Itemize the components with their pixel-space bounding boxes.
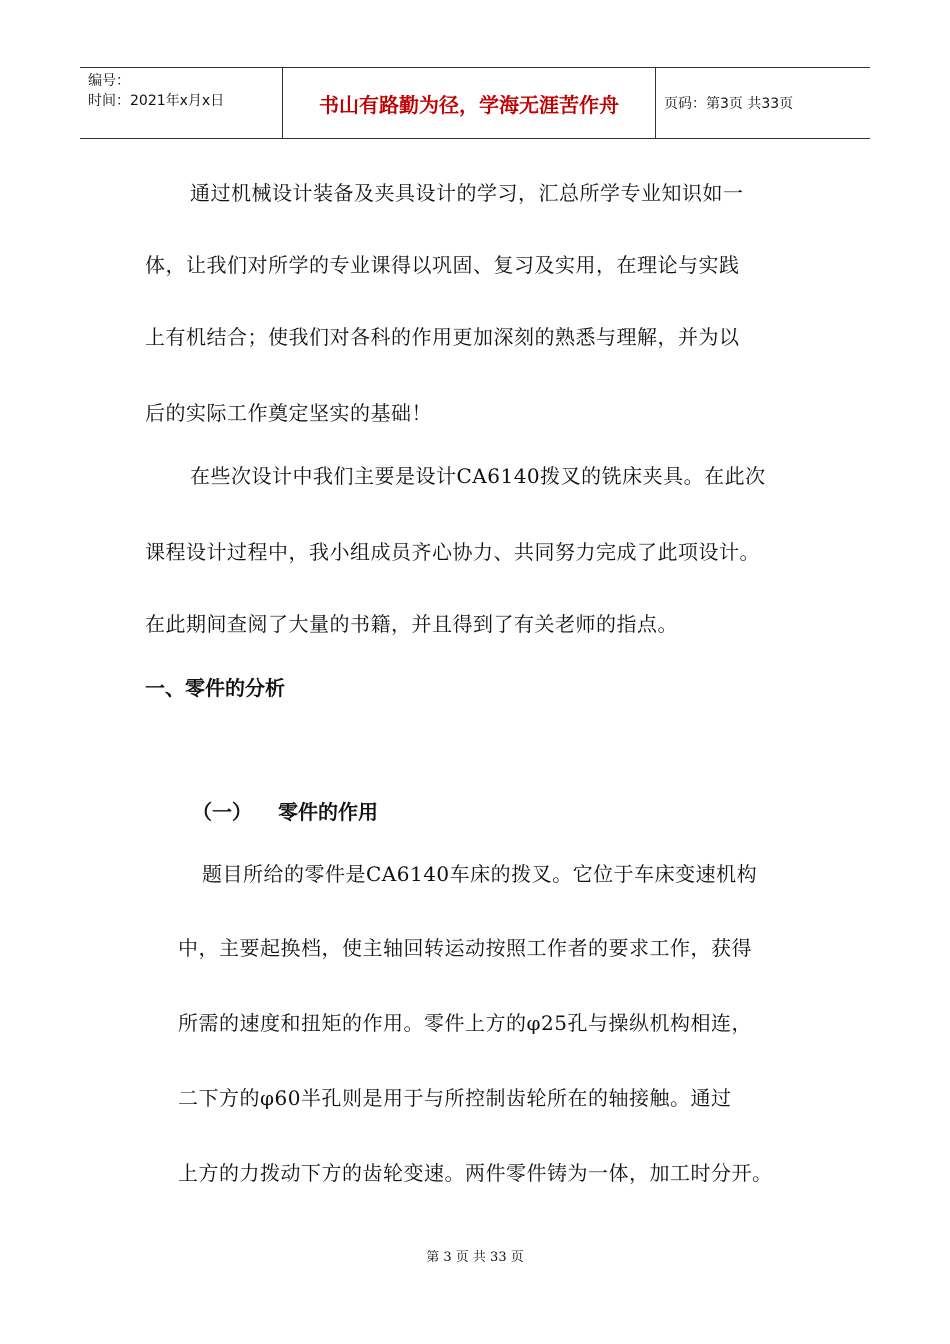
header-motto-cell bbox=[282, 68, 656, 138]
header-meta bbox=[80, 68, 282, 138]
paragraph-line: 所需的速度和扭矩的作用。零件上方的φ25孔与操纵机构相连， bbox=[178, 1011, 752, 1035]
subsection-title: 零件的作用 bbox=[278, 800, 378, 824]
paragraph-line: 通过机械设计装备及夹具设计的学习，汇总所学专业知识如一 bbox=[190, 181, 744, 205]
number-label: 编号： bbox=[88, 73, 130, 89]
section-heading: 一、零件的分析 bbox=[145, 676, 285, 700]
paragraph-line: 上方的力拨动下方的齿轮变速。两件零件铸为一体，加工时分开。 bbox=[178, 1161, 773, 1185]
paragraph-line: 二下方的φ60半孔则是用于与所控制齿轮所在的轴接触。通过 bbox=[178, 1086, 732, 1110]
paragraph-line: 在此期间查阅了大量的书籍，并且得到了有关老师的指点。 bbox=[145, 612, 678, 636]
paragraph-line: 题目所给的零件是CA6140车床的拨叉。它位于车床变速机构 bbox=[202, 862, 758, 886]
paragraph-line: 上有机结合；使我们对各科的作用更加深刻的熟悉与理解，并为以 bbox=[145, 325, 740, 349]
motto: 书山有路勤为径，学海无涯苦作舟 bbox=[319, 92, 619, 117]
page-code: 页码：第3页 共33页 bbox=[664, 96, 794, 112]
paragraph-line: 在些次设计中我们主要是设计CA6140拨叉的铣床夹具。在此次 bbox=[190, 464, 766, 488]
paragraph-line: 中，主要起换档，使主轴回转运动按照工作者的要求工作，获得 bbox=[178, 936, 752, 960]
page-footer: 第 3 页 共 33 页 bbox=[426, 1250, 524, 1265]
paragraph-line: 后的实际工作奠定坚实的基础！ bbox=[145, 401, 432, 425]
paragraph-line: 体，让我们对所学的专业课得以巩固、复习及实用，在理论与实践 bbox=[145, 253, 740, 277]
subsection-number: （一） bbox=[192, 800, 252, 824]
page-header bbox=[80, 67, 870, 139]
time-label: 时间：2021年x月x日 bbox=[88, 93, 225, 109]
paragraph-line: 课程设计过程中，我小组成员齐心协力、共同努力完成了此项设计。 bbox=[145, 540, 760, 564]
